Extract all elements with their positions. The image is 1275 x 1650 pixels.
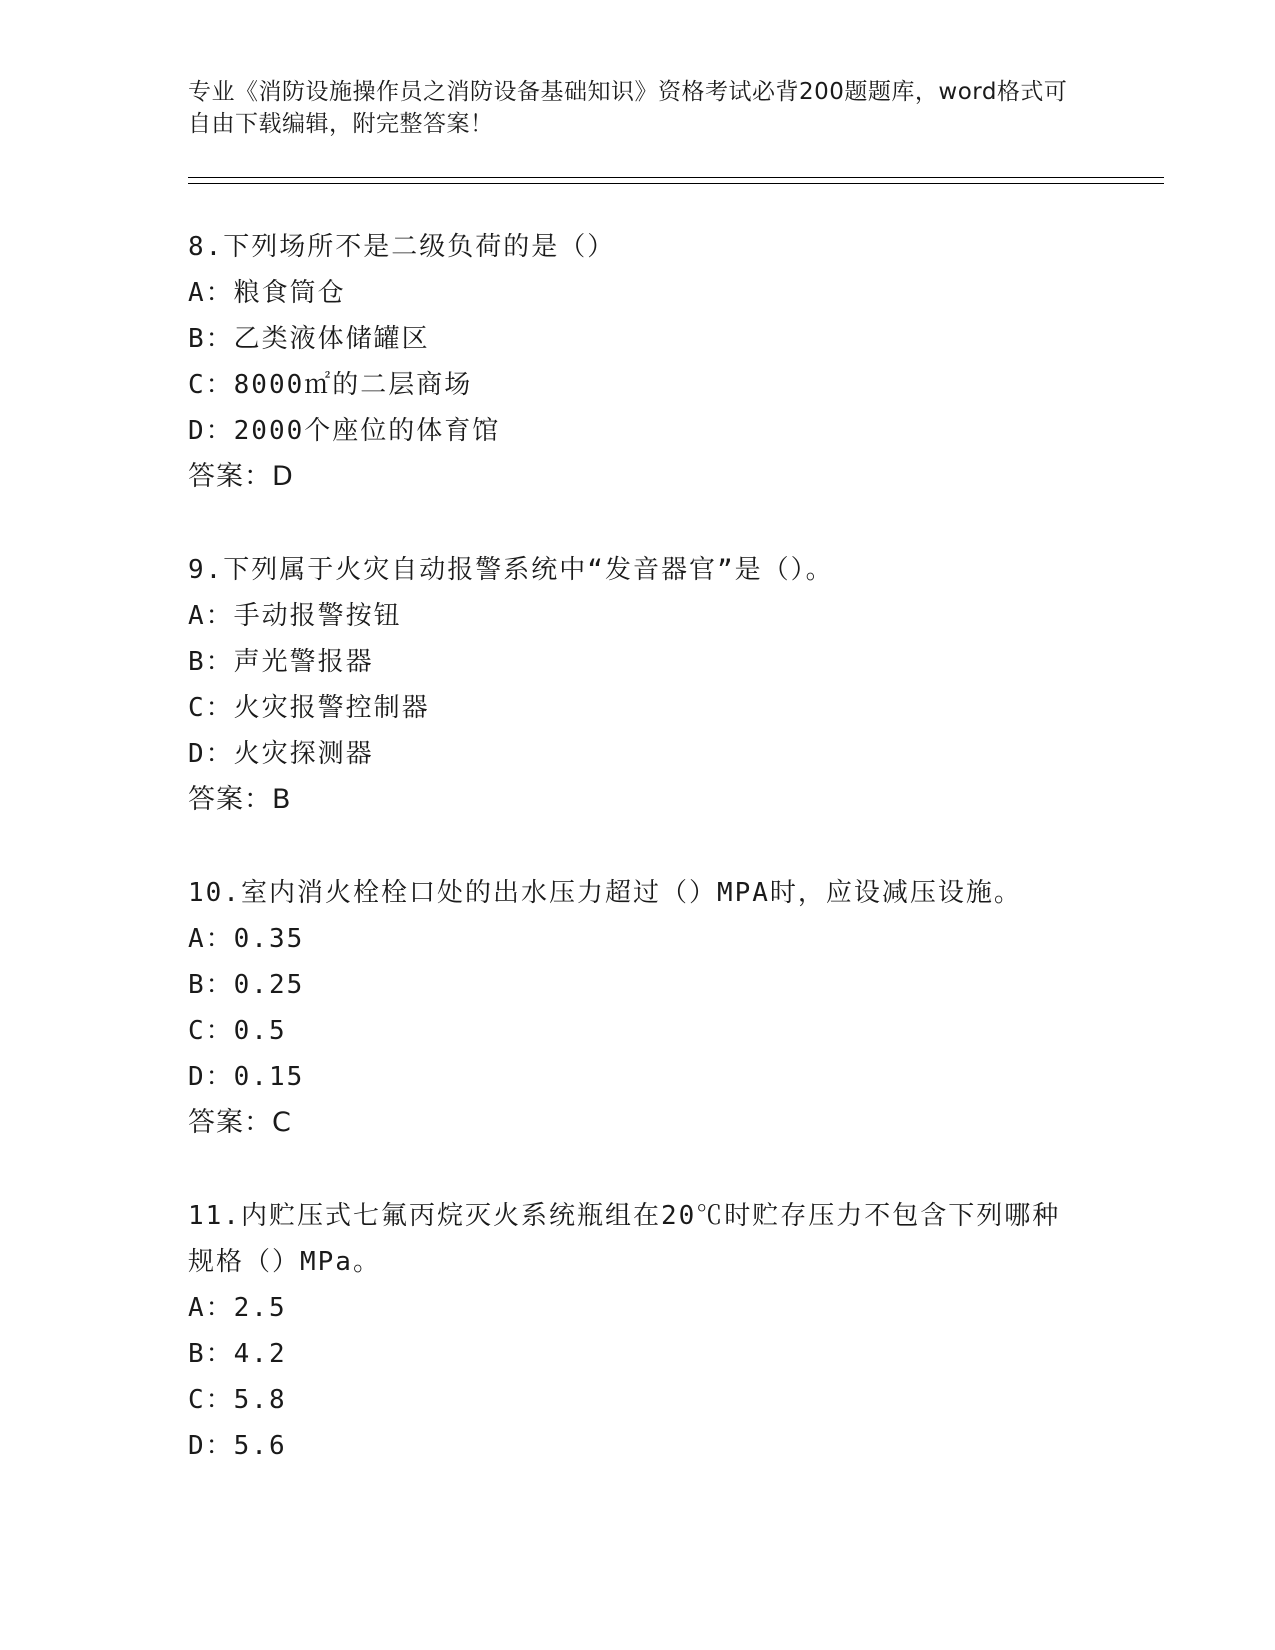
option-b: B：0.25 (188, 970, 305, 1000)
option-d: D：0.15 (188, 1062, 305, 1092)
answer-label: 答案：C (188, 1107, 292, 1138)
answer-label: 答案：D (188, 461, 294, 492)
header-divider-top (188, 177, 1164, 178)
option-c: C：0.5 (188, 1016, 287, 1046)
option-d: D：火灾探测器 (188, 739, 374, 769)
option-a: A：2.5 (188, 1293, 287, 1323)
option-b: B：4.2 (188, 1339, 287, 1369)
option-a: A：0.35 (188, 924, 305, 954)
question-9 (188, 547, 1088, 823)
question-stem: 8.下列场所不是二级负荷的是（） (188, 232, 616, 262)
answer-label: 答案：B (188, 784, 292, 815)
question-11 (188, 1193, 1068, 1469)
option-a: A：粮食筒仓 (188, 278, 346, 308)
option-c: C：8000㎡的二层商场 (188, 370, 473, 400)
question-stem: 9.下列属于火灾自动报警系统中“发音器官”是（）。 (188, 555, 834, 585)
document-header: 专业《消防设施操作员之消防设备基础知识》资格考试必背200题题库，word格式可自由下载编辑，附完整答案！ (188, 79, 1068, 137)
option-b: B：声光警报器 (188, 647, 374, 677)
option-d: D：5.6 (188, 1431, 287, 1461)
option-c: C：5.8 (188, 1385, 287, 1415)
option-d: D：2000个座位的体育馆 (188, 416, 501, 446)
option-a: A：手动报警按钮 (188, 601, 402, 631)
option-c: C：火灾报警控制器 (188, 693, 430, 723)
option-b: B：乙类液体储罐区 (188, 324, 430, 354)
question-stem: 11.内贮压式七氟丙烷灭火系统瓶组在20℃时贮存压力不包含下列哪种规格（）MPa。 (188, 1201, 1061, 1277)
question-8 (188, 224, 1088, 500)
question-stem: 10.室内消火栓栓口处的出水压力超过（）MPA时，应设减压设施。 (188, 878, 1022, 908)
question-10 (188, 870, 1088, 1146)
header-divider-bottom (188, 183, 1164, 184)
